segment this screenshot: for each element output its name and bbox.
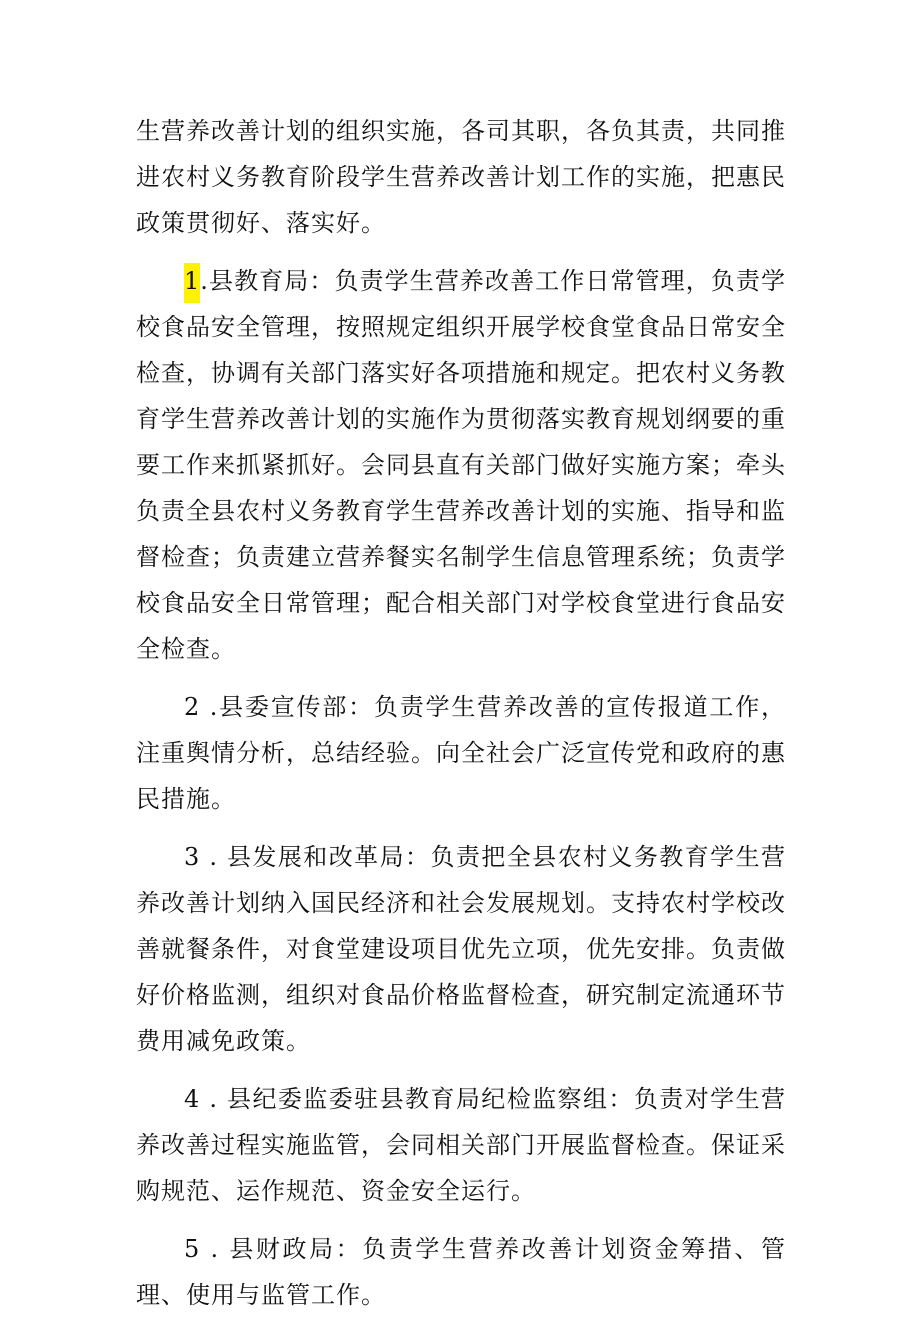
paragraph-item-4 xyxy=(136,1076,786,1214)
paragraph-text: . 县纪委监委驻县教育局纪检监察组：负责对学生营养改善过程实施监管，会同相关部门开展监督检查。保证采购规范、运作规范、资金安全运行。 xyxy=(136,1085,786,1205)
paragraph-text: .县教育局：负责学生营养改善工作日常管理，负责学校食品安全管理，按照规定组织开展学校食堂食品日常安全检查，协调有关部门落实好各项措施和规定。把农村义务教育学生营养改善计划的实施作为贯彻落实教育规划纲要的重要工作来抓紧抓好。会同县直有关部门做好实施方案；牵头负责全县农村义务教育学生营养改善计划的实施、指导和监督检查；负责建立营养餐实名制学生信息管理系统；负责学校食品安全日常管理；配合相关部门对学校食堂进行食品安全检查。 xyxy=(136,267,786,663)
paragraph-text: . 县财政局：负责学生营养改善计划资金筹措、管理、使用与监管工作。 xyxy=(136,1235,786,1309)
paragraph-text: 生营养改善计划的组织实施，各司其职，各负其责，共同推进农村义务教育阶段学生营养改善计划工作的实施，把惠民政策贯彻好、落实好。 xyxy=(136,117,786,237)
paragraph-item-1 xyxy=(136,258,786,672)
item-number: 2 xyxy=(184,693,201,721)
paragraph-text: .县委宣传部：负责学生营养改善的宣传报道工作，注重舆情分析，总结经验。向全社会广泛宣传党和政府的惠民措施。 xyxy=(136,693,786,813)
document-body xyxy=(136,108,786,1330)
paragraph-item-3 xyxy=(136,834,786,1064)
item-number: 5 xyxy=(184,1235,201,1263)
item-number: 3 xyxy=(184,843,201,871)
item-number: 4 xyxy=(184,1085,201,1113)
paragraph-item-5 xyxy=(136,1226,786,1318)
paragraph-item-2 xyxy=(136,684,786,822)
highlighted-item-number: 1 xyxy=(184,263,200,303)
paragraph-intro-continuation xyxy=(136,108,786,246)
paragraph-text: . 县发展和改革局：负责把全县农村义务教育学生营养改善计划纳入国民经济和社会发展规划。支持农村学校改善就餐条件，对食堂建设项目优先立项，优先安排。负责做好价格监测，组织对食品价格监督检查，研究制定流通环节费用减免政策。 xyxy=(136,843,786,1055)
